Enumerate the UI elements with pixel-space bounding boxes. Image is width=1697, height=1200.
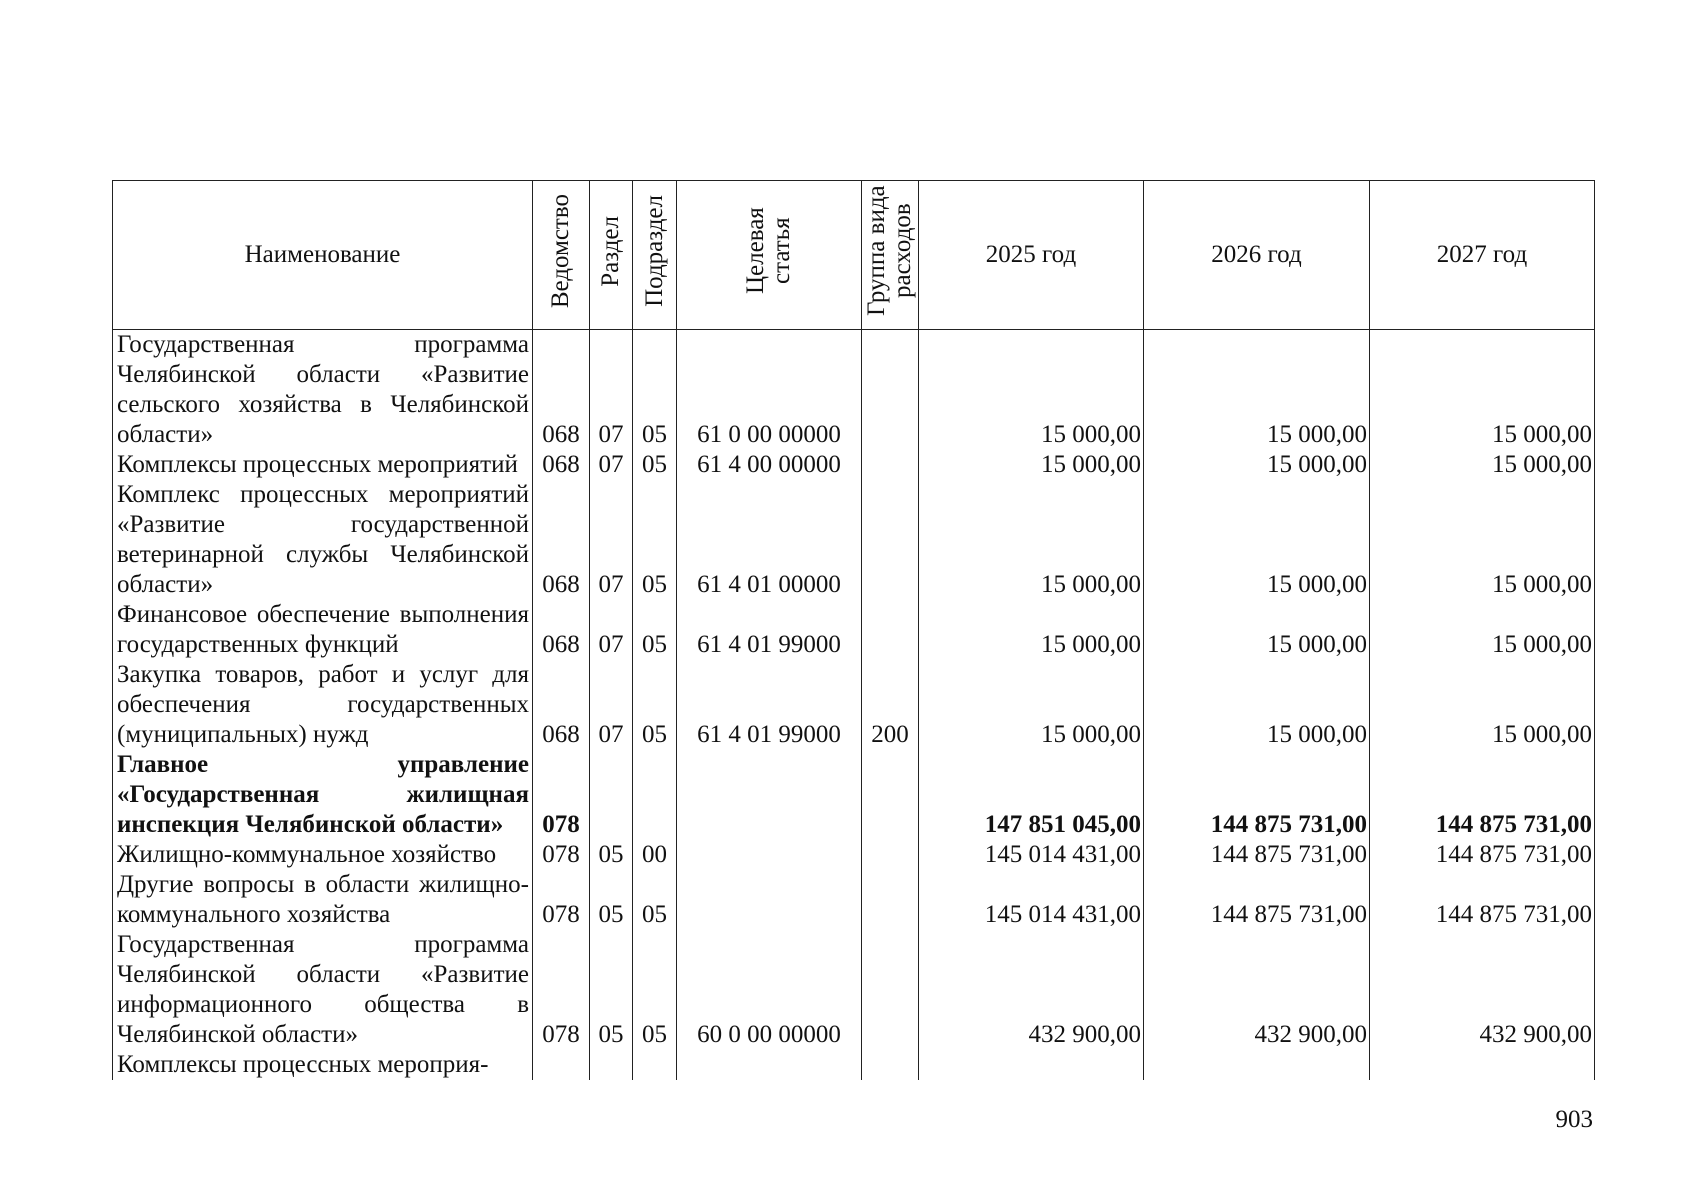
row-target: 61 4 00 00000 <box>677 450 862 480</box>
row-expense-group <box>862 330 919 451</box>
row-name: Комплексы процессных мероприятий <box>113 450 533 480</box>
header-subsection: Подраздел <box>633 181 677 330</box>
header-dept: Ведомство <box>533 181 590 330</box>
row-name: Закупка товаров, работ и услуг для обеспечения государственных (муниципальных) нужд <box>113 660 533 750</box>
table-row <box>113 330 1595 451</box>
table-row <box>113 840 1595 870</box>
header-2025: 2025 год <box>919 181 1144 330</box>
row-dept: 078 <box>533 750 590 840</box>
row-value-2027: 144 875 731,00 <box>1370 840 1595 870</box>
row-value-2026: 144 875 731,00 <box>1144 870 1370 930</box>
row-subsection: 05 <box>633 660 677 750</box>
row-section: 07 <box>590 600 633 660</box>
row-value-2026: 15 000,00 <box>1144 600 1370 660</box>
row-target: 61 0 00 00000 <box>677 330 862 451</box>
row-name: Жилищно-коммунальное хозяйство <box>113 840 533 870</box>
row-name: Финансовое обеспечение выполнения государственных функций <box>113 600 533 660</box>
row-expense-group <box>862 450 919 480</box>
row-subsection: 05 <box>633 480 677 600</box>
row-section: 05 <box>590 930 633 1050</box>
row-dept: 068 <box>533 450 590 480</box>
row-dept: 068 <box>533 330 590 451</box>
row-section: 07 <box>590 660 633 750</box>
header-target: Целевая статья <box>677 181 862 330</box>
row-value-2027: 15 000,00 <box>1370 450 1595 480</box>
header-2026: 2026 год <box>1144 181 1370 330</box>
row-dept <box>533 1050 590 1080</box>
row-value-2025: 147 851 045,00 <box>919 750 1144 840</box>
header-expense-group: Группа вида расходов <box>862 181 919 330</box>
row-value-2026: 15 000,00 <box>1144 480 1370 600</box>
row-expense-group: 200 <box>862 660 919 750</box>
table-row <box>113 1050 1595 1080</box>
header-2027: 2027 год <box>1370 181 1595 330</box>
row-subsection: 05 <box>633 930 677 1050</box>
row-dept: 068 <box>533 600 590 660</box>
row-target <box>677 750 862 840</box>
row-subsection <box>633 1050 677 1080</box>
row-section <box>590 1050 633 1080</box>
row-target: 60 0 00 00000 <box>677 930 862 1050</box>
row-value-2027 <box>1370 1050 1595 1080</box>
row-value-2026: 15 000,00 <box>1144 330 1370 451</box>
row-name: Государственная программа Челябинской области «Развитие информационного общества в Челябинской области» <box>113 930 533 1050</box>
row-section: 05 <box>590 870 633 930</box>
row-value-2026: 15 000,00 <box>1144 660 1370 750</box>
row-name: Государственная программа Челябинской области «Развитие сельского хозяйства в Челябинской области» <box>113 330 533 451</box>
row-expense-group <box>862 1050 919 1080</box>
row-section: 07 <box>590 480 633 600</box>
row-dept: 068 <box>533 480 590 600</box>
row-name: Комплекс процессных мероприятий «Развитие государственной ветеринарной службы Челябинской области» <box>113 480 533 600</box>
row-value-2025: 15 000,00 <box>919 450 1144 480</box>
row-value-2026: 144 875 731,00 <box>1144 840 1370 870</box>
row-dept: 078 <box>533 930 590 1050</box>
row-value-2027: 144 875 731,00 <box>1370 870 1595 930</box>
row-value-2026: 144 875 731,00 <box>1144 750 1370 840</box>
row-value-2025: 15 000,00 <box>919 480 1144 600</box>
row-target: 61 4 01 99000 <box>677 600 862 660</box>
row-value-2025: 15 000,00 <box>919 660 1144 750</box>
row-target <box>677 1050 862 1080</box>
row-value-2025: 15 000,00 <box>919 330 1144 451</box>
row-dept: 078 <box>533 870 590 930</box>
table-row <box>113 930 1595 1050</box>
table-row <box>113 870 1595 930</box>
row-value-2025: 432 900,00 <box>919 930 1144 1050</box>
row-section: 05 <box>590 840 633 870</box>
row-name: Другие вопросы в области жилищно-коммунального хозяйства <box>113 870 533 930</box>
row-value-2025 <box>919 1050 1144 1080</box>
table-row <box>113 660 1595 750</box>
table-row <box>113 450 1595 480</box>
header-section: Раздел <box>590 181 633 330</box>
row-expense-group <box>862 870 919 930</box>
header-name: Наименование <box>113 181 533 330</box>
row-value-2026 <box>1144 1050 1370 1080</box>
row-subsection: 05 <box>633 870 677 930</box>
table-header-row <box>113 181 1595 330</box>
row-target <box>677 870 862 930</box>
row-section: 07 <box>590 450 633 480</box>
row-value-2027: 15 000,00 <box>1370 480 1595 600</box>
row-target: 61 4 01 99000 <box>677 660 862 750</box>
row-dept: 078 <box>533 840 590 870</box>
row-value-2027: 15 000,00 <box>1370 660 1595 750</box>
row-value-2025: 145 014 431,00 <box>919 840 1144 870</box>
row-value-2027: 15 000,00 <box>1370 330 1595 451</box>
row-value-2026: 432 900,00 <box>1144 930 1370 1050</box>
row-section <box>590 750 633 840</box>
row-dept: 068 <box>533 660 590 750</box>
table-row <box>113 480 1595 600</box>
table-row <box>113 750 1595 840</box>
row-value-2025: 145 014 431,00 <box>919 870 1144 930</box>
row-expense-group <box>862 930 919 1050</box>
page-number: 903 <box>1555 1106 1593 1133</box>
row-value-2027: 432 900,00 <box>1370 930 1595 1050</box>
budget-table <box>112 180 1595 1080</box>
row-value-2027: 144 875 731,00 <box>1370 750 1595 840</box>
row-value-2026: 15 000,00 <box>1144 450 1370 480</box>
table-body <box>113 330 1595 1081</box>
row-expense-group <box>862 840 919 870</box>
row-target: 61 4 01 00000 <box>677 480 862 600</box>
row-name: Комплексы процессных мероприя- <box>113 1050 533 1080</box>
row-name: Главное управление «Государственная жилищная инспекция Челябинской области» <box>113 750 533 840</box>
row-expense-group <box>862 480 919 600</box>
table-row <box>113 600 1595 660</box>
row-target <box>677 840 862 870</box>
row-expense-group <box>862 600 919 660</box>
row-subsection: 05 <box>633 330 677 451</box>
row-value-2027: 15 000,00 <box>1370 600 1595 660</box>
row-value-2025: 15 000,00 <box>919 600 1144 660</box>
row-subsection: 05 <box>633 600 677 660</box>
row-expense-group <box>862 750 919 840</box>
row-subsection: 00 <box>633 840 677 870</box>
row-section: 07 <box>590 330 633 451</box>
row-subsection <box>633 750 677 840</box>
row-subsection: 05 <box>633 450 677 480</box>
